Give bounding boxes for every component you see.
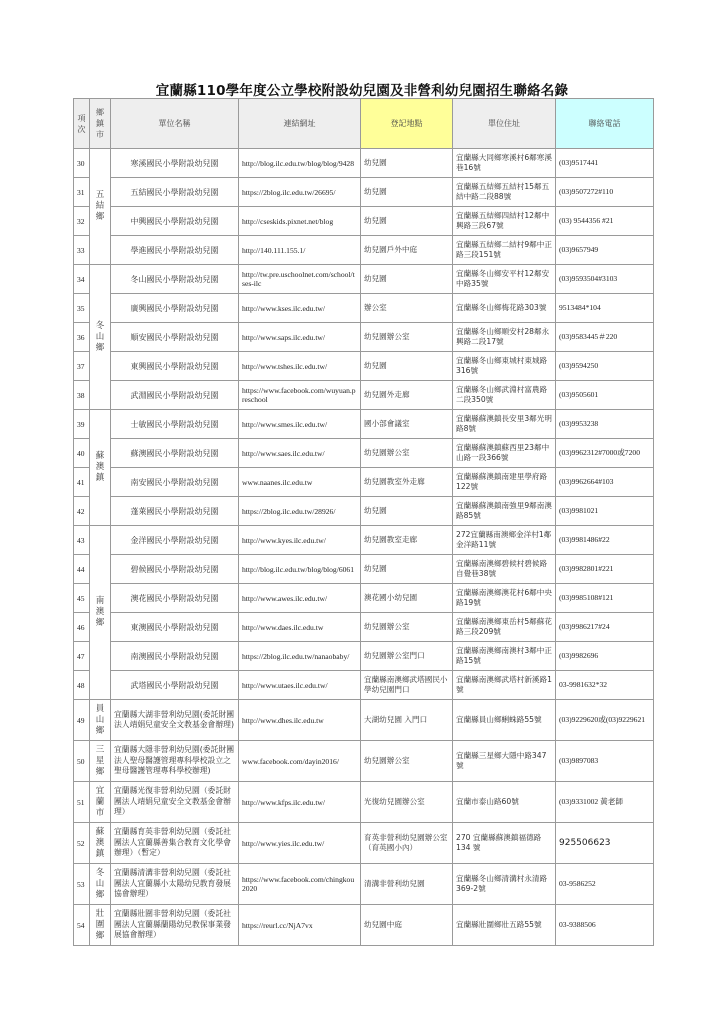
table-row [74, 468, 654, 497]
town-cell: 蘇 澳 鎮 [90, 823, 111, 864]
row-no: 43 [74, 526, 90, 555]
table-row [74, 642, 654, 671]
registration-location: 幼兒園 [361, 149, 453, 178]
row-no: 48 [74, 671, 90, 700]
contact-phone: (03) 9544356 #21 [556, 207, 654, 236]
row-no: 47 [74, 642, 90, 671]
contact-phone: (03)9962664#103 [556, 468, 654, 497]
unit-name: 中興國民小學附設幼兒園 [111, 207, 239, 236]
row-no: 50 [74, 741, 90, 782]
registration-location: 國小部會議室 [361, 410, 453, 439]
registration-location: 幼兒園辦公室 [361, 323, 453, 352]
contact-phone: (03)9981486#22 [556, 526, 654, 555]
registration-location: 幼兒園辦公室 [361, 439, 453, 468]
table-row [74, 700, 654, 741]
row-no: 31 [74, 178, 90, 207]
unit-link[interactable]: https://2blog.ilc.edu.tw/nanaobaby/ [239, 642, 361, 671]
unit-name: 學進國民小學附設幼兒園 [111, 236, 239, 265]
registration-location: 幼兒園戶外中庭 [361, 236, 453, 265]
table-row [74, 526, 654, 555]
unit-name: 東澳國民小學附設幼兒園 [111, 613, 239, 642]
unit-name: 宜蘭縣光復非營利幼兒園（委託財團法人靖娟兒童安全文教基金會辦理） [111, 782, 239, 823]
registration-location: 幼兒園中庭 [361, 905, 453, 946]
unit-name: 澳花國民小學附設幼兒園 [111, 584, 239, 613]
registration-location: 幼兒園外走廊 [361, 381, 453, 410]
row-no: 44 [74, 555, 90, 584]
unit-address: 宜蘭縣蘇澳鎮南強里9鄰南澳路85號 [453, 497, 556, 526]
row-no: 42 [74, 497, 90, 526]
unit-address: 宜蘭縣三星鄉大隱中路347號 [453, 741, 556, 782]
table-row [74, 236, 654, 265]
row-no: 40 [74, 439, 90, 468]
contact-phone: (03)9982696 [556, 642, 654, 671]
registration-location: 清溝非營利幼兒園 [361, 864, 453, 905]
page-title: 宜蘭縣110學年度公立學校附設幼兒園及非營利幼兒園招生聯絡名錄 [155, 83, 569, 99]
table-row [74, 555, 654, 584]
table-row [74, 265, 654, 294]
row-no: 30 [74, 149, 90, 178]
unit-address: 宜蘭縣大同鄉寒溪村6鄰寒溪巷16號 [453, 149, 556, 178]
contact-phone: (03)9897083 [556, 741, 654, 782]
contact-phone: (03)9953238 [556, 410, 654, 439]
header-no: 項 次 [74, 99, 90, 149]
unit-address: 宜蘭縣南澳鄉南澳村3鄰中正路15號 [453, 642, 556, 671]
table-row [74, 178, 654, 207]
contact-phone: (03)9583445＃220 [556, 323, 654, 352]
table-row [74, 352, 654, 381]
unit-name: 順安國民小學附設幼兒園 [111, 323, 239, 352]
unit-name: 宜蘭縣清溝非營利幼兒園（委託社團法人宜蘭縣小太陽幼兒教育發展協會辦理） [111, 864, 239, 905]
unit-name: 宜蘭縣壯圍非營利幼兒園（委託社團法人宜蘭縣蘭陽幼兒教保事業發展協會辦理） [111, 905, 239, 946]
row-no: 41 [74, 468, 90, 497]
unit-address: 宜蘭縣南澳鄉碧候村碧候路自覺巷38號 [453, 555, 556, 584]
unit-link[interactable]: http://www.yies.ilc.edu.tw/ [239, 823, 361, 864]
row-no: 45 [74, 584, 90, 613]
contact-phone: (03)9593504#3103 [556, 265, 654, 294]
unit-name: 五結國民小學附設幼兒園 [111, 178, 239, 207]
town-cell: 壯 圍 鄉 [90, 905, 111, 946]
row-no: 37 [74, 352, 90, 381]
registration-location: 幼兒園教室走廊 [361, 526, 453, 555]
header-url: 連結網址 [239, 99, 361, 149]
unit-name: 南安國民小學附設幼兒園 [111, 468, 239, 497]
registration-location: 幼兒園 [361, 178, 453, 207]
unit-address: 宜蘭縣冬山鄉清溝村永清路369-2號 [453, 864, 556, 905]
contact-phone: (03)9505601 [556, 381, 654, 410]
unit-address: 宜蘭縣南澳鄉武塔村新溪路1號 [453, 671, 556, 700]
unit-name: 宜蘭縣育英非營利幼兒園（委託社團法人宜蘭縣善集合教育文化學會辦理）（暫定） [111, 823, 239, 864]
table-row [74, 823, 654, 864]
unit-link[interactable]: http://cseskids.pixnet.net/blog [239, 207, 361, 236]
contact-phone: (03)9985108#121 [556, 584, 654, 613]
contact-phone: (03)9507272#110 [556, 178, 654, 207]
unit-name: 武塔國民小學附設幼兒園 [111, 671, 239, 700]
unit-link[interactable]: http://www.kfps.ilc.edu.tw/ [239, 782, 361, 823]
contact-phone: (03)9517441 [556, 149, 654, 178]
row-no: 51 [74, 782, 90, 823]
town-cell: 宜 蘭 市 [90, 782, 111, 823]
unit-address: 宜蘭縣蘇澳鎮長安里3鄰光明路8號 [453, 410, 556, 439]
unit-address: 宜蘭縣五結鄉二結村9鄰中正路三段151號 [453, 236, 556, 265]
unit-address: 宜蘭縣壯圍鄉壯五路55號 [453, 905, 556, 946]
unit-link[interactable]: http://www.saes.ilc.edu.tw/ [239, 439, 361, 468]
header-address: 單位住址 [453, 99, 556, 149]
town-cell: 員 山 鄉 [90, 700, 111, 741]
table-row [74, 439, 654, 468]
unit-address: 宜蘭縣冬山鄉東城村東城路316號 [453, 352, 556, 381]
header-phone: 聯絡電話 [556, 99, 654, 149]
unit-name: 寒溪國民小學附設幼兒園 [111, 149, 239, 178]
town-cell: 冬 山 鄉 [90, 265, 111, 410]
contact-table [73, 98, 654, 946]
unit-name: 武淵國民小學附設幼兒園 [111, 381, 239, 410]
row-no: 52 [74, 823, 90, 864]
header-row [74, 99, 654, 149]
table-row [74, 613, 654, 642]
unit-name: 廣興國民小學附設幼兒園 [111, 294, 239, 323]
unit-name: 南澳國民小學附設幼兒園 [111, 642, 239, 671]
unit-link[interactable]: www.facebook.com/dayin2016/ [239, 741, 361, 782]
registration-location: 幼兒園 [361, 555, 453, 584]
unit-address: 宜蘭縣冬山鄉安平村12鄰安中路35號 [453, 265, 556, 294]
registration-location: 幼兒園 [361, 352, 453, 381]
row-no: 38 [74, 381, 90, 410]
registration-location: 幼兒園教室外走廊 [361, 468, 453, 497]
row-no: 39 [74, 410, 90, 439]
unit-address: 宜蘭縣蘇澳鎮蘇西里23鄰中山路一段366號 [453, 439, 556, 468]
table-row [74, 323, 654, 352]
town-cell: 三 星 鄉 [90, 741, 111, 782]
registration-location: 幼兒園辦公室 [361, 613, 453, 642]
unit-name: 宜蘭縣大湖非營利幼兒園(委託財團法人靖娟兒童安全文教基金會辦理) [111, 700, 239, 741]
registration-location: 光復幼兒園辦公室 [361, 782, 453, 823]
registration-location: 幼兒園辦公室門口 [361, 642, 453, 671]
row-no: 32 [74, 207, 90, 236]
contact-phone: 9513484*104 [556, 294, 654, 323]
unit-name: 蓬萊國民小學附設幼兒園 [111, 497, 239, 526]
unit-link[interactable]: http://tw.pre.uschoolnet.com/school/tses-ilc [239, 265, 361, 294]
unit-link[interactable]: http://www.smes.ilc.edu.tw/ [239, 410, 361, 439]
contact-phone: (03)9981021 [556, 497, 654, 526]
unit-link[interactable]: https://www.facebook.com/chingkou2020 [239, 864, 361, 905]
contact-phone: 925506623 [556, 823, 654, 864]
unit-address: 宜蘭縣冬山鄉武淵村富農路二段350號 [453, 381, 556, 410]
town-cell: 五 結 鄉 [90, 149, 111, 265]
contact-phone: (03)9982801#221 [556, 555, 654, 584]
registration-location: 宜蘭縣南澳鄉武塔國民小學幼兒園門口 [361, 671, 453, 700]
unit-name: 蘇澳國民小學附設幼兒園 [111, 439, 239, 468]
registration-location: 幼兒園 [361, 497, 453, 526]
table-row [74, 381, 654, 410]
unit-link[interactable]: https://2blog.ilc.edu.tw/26695/ [239, 178, 361, 207]
header-location: 登記地點 [361, 99, 453, 149]
unit-link[interactable]: www.naanes.ilc.edu.tw [239, 468, 361, 497]
row-no: 54 [74, 905, 90, 946]
unit-name: 冬山國民小學附設幼兒園 [111, 265, 239, 294]
header-town: 鄉 鎮 市 [90, 99, 111, 149]
unit-link[interactable]: http://www.daes.ilc.edu.tw [239, 613, 361, 642]
unit-address: 宜蘭縣蘇澳鎮南建里學府路122號 [453, 468, 556, 497]
contact-phone: (03)9331002 黃老師 [556, 782, 654, 823]
unit-link[interactable]: http://140.111.155.1/ [239, 236, 361, 265]
contact-phone: (03)9962312#7000或7200 [556, 439, 654, 468]
town-cell: 冬 山 鄉 [90, 864, 111, 905]
unit-link[interactable]: https://www.facebook.com/wuyuan.preschool [239, 381, 361, 410]
table-row [74, 671, 654, 700]
table-row [74, 782, 654, 823]
unit-link[interactable]: http://blog.ilc.edu.tw/blog/blog/6061 [239, 555, 361, 584]
row-no: 53 [74, 864, 90, 905]
unit-link[interactable]: http://www.saps.ilc.edu.tw/ [239, 323, 361, 352]
registration-location: 辦公室 [361, 294, 453, 323]
contact-phone: (03)9229620或(03)9229621 [556, 700, 654, 741]
contact-phone: 03-9586252 [556, 864, 654, 905]
registration-location: 澳花國小幼兒園 [361, 584, 453, 613]
unit-address: 宜蘭縣冬山鄉順安村28鄰永興路二段17號 [453, 323, 556, 352]
row-no: 35 [74, 294, 90, 323]
contact-phone: (03)9986217#24 [556, 613, 654, 642]
row-no: 34 [74, 265, 90, 294]
unit-name: 士敏國民小學附設幼兒園 [111, 410, 239, 439]
unit-address: 270 宜蘭縣蘇澳鎮福德路134 號 [453, 823, 556, 864]
table-row [74, 905, 654, 946]
table-row [74, 497, 654, 526]
contact-phone: (03)9657949 [556, 236, 654, 265]
town-cell: 南 澳 鄉 [90, 526, 111, 700]
registration-location: 幼兒園辦公室 [361, 741, 453, 782]
header-name: 單位名稱 [111, 99, 239, 149]
table-row [74, 207, 654, 236]
unit-link[interactable]: http://www.utaes.ilc.edu.tw/ [239, 671, 361, 700]
registration-location: 育英非營利幼兒園辦公室（育英國小內） [361, 823, 453, 864]
row-no: 49 [74, 700, 90, 741]
unit-address: 宜蘭市泰山路60號 [453, 782, 556, 823]
contact-phone: 03-9981632*32 [556, 671, 654, 700]
registration-location: 大湖幼兒園 入門口 [361, 700, 453, 741]
unit-link[interactable]: http://blog.ilc.edu.tw/blog/blog/9428 [239, 149, 361, 178]
unit-address: 宜蘭縣五結鄉五結村15鄰五結中路二段88號 [453, 178, 556, 207]
contact-phone: (03)9594250 [556, 352, 654, 381]
unit-name: 金洋國民小學附設幼兒園 [111, 526, 239, 555]
unit-name: 宜蘭縣大隱非營利幼兒園(委託財團法人聖母醫護管理專科學校設立之聖母醫護管理專科學校辦理) [111, 741, 239, 782]
unit-link[interactable]: http://www.dhes.ilc.edu.tw [239, 700, 361, 741]
unit-name: 碧候國民小學附設幼兒園 [111, 555, 239, 584]
registration-location: 幼兒園 [361, 207, 453, 236]
unit-address: 宜蘭縣南澳鄉東岳村5鄰蘇花路三段209號 [453, 613, 556, 642]
row-no: 36 [74, 323, 90, 352]
unit-name: 東興國民小學附設幼兒園 [111, 352, 239, 381]
unit-link[interactable]: http://www.tshes.ilc.edu.tw/ [239, 352, 361, 381]
unit-address: 宜蘭縣五結鄉四結村12鄰中興路三段67號 [453, 207, 556, 236]
row-no: 46 [74, 613, 90, 642]
table-row [74, 741, 654, 782]
table-row [74, 410, 654, 439]
unit-link[interactable]: http://www.kyes.ilc.edu.tw/ [239, 526, 361, 555]
unit-link[interactable]: http://www.kses.ilc.edu.tw/ [239, 294, 361, 323]
table-row [74, 149, 654, 178]
town-cell: 蘇 澳 鎮 [90, 410, 111, 526]
unit-link[interactable]: https://reurl.cc/NjA7vx [239, 905, 361, 946]
unit-address: 宜蘭縣冬山鄉梅花路303號 [453, 294, 556, 323]
unit-link[interactable]: https://2blog.ilc.edu.tw/28926/ [239, 497, 361, 526]
registration-location: 幼兒園 [361, 265, 453, 294]
unit-address: 宜蘭縣南澳鄉澳花村6鄰中央路19號 [453, 584, 556, 613]
row-no: 33 [74, 236, 90, 265]
table-row [74, 294, 654, 323]
unit-address: 宜蘭縣員山鄉蜊蛛路55號 [453, 700, 556, 741]
unit-link[interactable]: http://www.awes.ilc.edu.tw/ [239, 584, 361, 613]
table-row [74, 864, 654, 905]
table-row [74, 584, 654, 613]
contact-phone: 03-9388506 [556, 905, 654, 946]
unit-address: 272宜蘭縣南澳鄉金洋村1鄰金洋路11號 [453, 526, 556, 555]
